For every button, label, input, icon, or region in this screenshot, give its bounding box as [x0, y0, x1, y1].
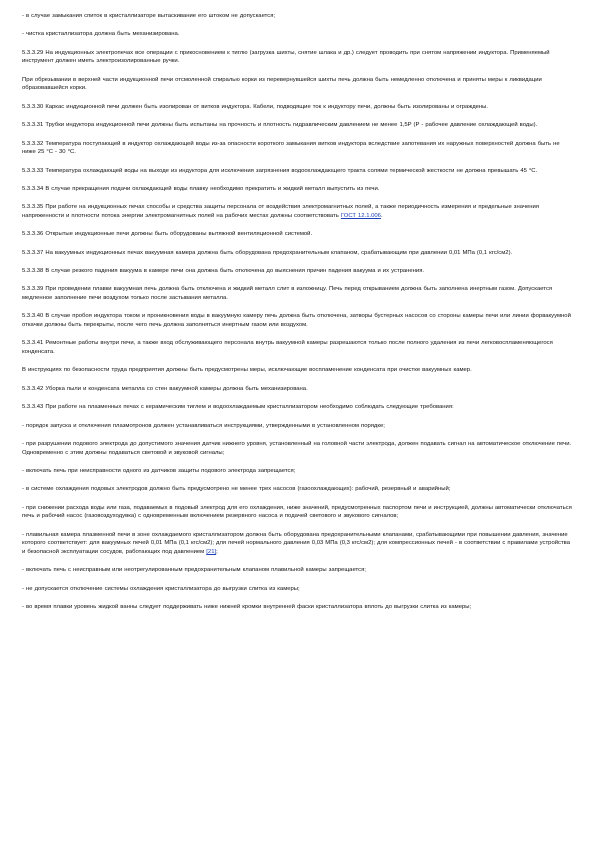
paragraph: 5.3.3.29 На индукционных электропечах все операции с прикосновением к тиглю (загрузка шихты, снятие шлака и др.) следует проводить при снятом напряжении индуктора. Применяемый инструмент должен иметь электроизолированные ручки. [22, 49, 550, 65]
paragraph: 5.3.3.41 Ремонтные работы внутри печи, а также вход обслуживающего персонала внутрь вакуумной камеры разрешаются только после полного удаления из печи легковоспламеняющегося конденсата. [22, 340, 553, 356]
paragraph-text: 5.3.3.35 При работе на индукционных печах способы и средства защиты персонала от воздействия электромагнитных полей, а также периодичность измерения и предельные значения напряженности и плотности потока энергии электромагнитных полей на рабочих местах должны соответствовать [22, 204, 539, 219]
paragraph: 5.3.3.43 При работе на плазменных печах с керамическим тиглем и водоохлаждаемым кристаллизатором необходимо соблюдать следующие требования: [22, 404, 454, 411]
list-item: - порядок запуска и отключения плазмотронов должен устанавливаться инструкциями, утвержденными в установленном порядке; [22, 422, 385, 429]
paragraph: - в случае замыкания спиток в кристаллизаторе вытаскивание его штоком не допускается; [22, 13, 276, 19]
paragraph: 5.3.3.31 Трубки индуктора индукционной печи должны быть испытаны на прочность и плотность гидравлическим давлением не менее 1,5P (P - рабочее давление охлаждающей воды). [22, 122, 538, 129]
paragraph: 5.3.3.36 Открытые индукционные печи должны быть оборудованы вытяжной вентиляционной системой. [22, 231, 313, 238]
paragraph: 5.3.3.42 Уборка пыли и конденсата металла со стен вакуумной камеры должна быть механизирована. [22, 385, 308, 392]
list-item-text: - плавильная камера плазменной печи в зоне охлаждаемого кристаллизатором должна быть оборудована предохранительными клапанами, срабатывающими при повышении давления, значение которого соответствует: для вакуумных печей 0,01 МПа (0,1 кгс/см2); для печей нормального давления 0,03 МПа (0,3 кгс/см2); для компрессионных печей - в соответствии с правилами устройства и безопасной эксплуатации сосудов, работающих под давлением [22, 531, 570, 555]
paragraph: При обрезывании в верхней части индукционной печи отсмоленной спиралью корки из перевернувшейся шихты печь должна быть немедленно отключена и приняты меры к ликвидации образовавшейся корки. [22, 76, 542, 92]
list-item: - при снижении расхода воды или газа, подаваемых в подовый электрод для его охлаждения, ниже значений, предусмотренных паспортом печи и инструкцией, должны автоматически отключаться печь и рабочий насос (газовоздуходувка) с одновременным включением резервного насоса и подачей светового и звукового сигналов; [22, 504, 572, 520]
paragraph: 5.3.3.33 Температура охлаждающей воды на выходе из индуктора для исключения загрязнения водоохлаждающего тракта солями термической жесткости не должна превышать 45 °С. [22, 167, 538, 174]
reference-link[interactable]: [21] [206, 548, 217, 555]
paragraph: В инструкциях по безопасности труда предприятия должны быть предусмотрены меры, исключающие воспламенение конденсата при очистке вакуумных камер. [22, 367, 472, 374]
list-item: - во время плавки уровень жидкой ванны следует поддерживать ниже нижней кромки внутренней фаски кристаллизатора вплоть до выгрузки слитка из камеры; [22, 604, 472, 611]
list-item: - при разрушении подового электрода до допустимого значения датчик нижнего уровня, установленный на головной части электрода, должен подавать сигнал на автоматическое отключение печи. Одновременно с этим должны подаваться световой и звуковой сигналы; [22, 440, 572, 456]
list-item: - в системе охлаждения подовых электродов должно быть предусмотрено не менее трех насосов (газоохлаждающих): рабочий, резервный и аварийный; [22, 486, 451, 493]
list-item: - не допускается отключение системы охлаждения кристаллизатора до выгрузки слитка из камеры; [22, 585, 300, 592]
paragraph: 5.3.3.32 Температура поступающей в индуктор охлаждающей воды из-за опасности короткого замыкания витков индуктора вследствие запотевания их наружных поверхностей должна быть не ниже 25 °С - 30 °С. [22, 140, 560, 156]
paragraph-end-punct: . [380, 212, 383, 219]
paragraph: 5.3.3.40 В случае пробоя индуктора током и проникновения воды в вакуумную камеру печь должна быть отключена, затворы бустерных насосов со стороны камеры печи или линии форвакуумной откачки должны быть перекрыты, после чего печь должна заполняться инертным газом или воздухом. [22, 313, 571, 329]
list-item: - включать печь с неисправным или неотрегулированным предохранительным клапаном плавильной камеры запрещается; [22, 567, 366, 574]
list-item-end-punct: ; [216, 548, 218, 555]
paragraph: 5.3.3.37 На вакуумных индукционных печах вакуумная камера должна быть оборудована предохранительным клапаном, срабатывающим при давлении 0,01 МПа (0,1 кгс/см2). [22, 249, 513, 256]
paragraph: 5.3.3.38 В случае резкого падения вакуума в камере печи она должна быть отключена до выяснения причин падения вакуума и их устранения. [22, 268, 425, 275]
paragraph: - чистка кристаллизатора должна быть механизирована. [22, 31, 180, 38]
gost-link[interactable]: ГОСТ 12.1.006 [340, 212, 381, 219]
paragraph: 5.3.3.34 В случае прекращения подачи охлаждающей воды плавку необходимо прекратить и жидкий металл выпустить из печи. [22, 185, 380, 192]
list-item: - включать печь при неисправности одного из датчиков защиты подового электрода запрещается; [22, 467, 296, 474]
paragraph: 5.3.3.39 При проведении плавки вакуумная печь должна быть отключена и жидкий металл слит в изложницу. Печь перед открыванием должна быть заполнена инертным газом. Допускается медленное заполнение печи воздухом только после застывания металла. [22, 286, 553, 302]
paragraph: 5.3.3.30 Каркас индукционной печи должен быть изолирован от витков индуктора. Кабели, подводящие ток к индуктору печи, должны быть изолированы и ограждены. [22, 103, 489, 110]
paragraph-with-link [22, 203, 574, 220]
document-page [22, 12, 574, 621]
list-item-with-link [22, 531, 574, 557]
